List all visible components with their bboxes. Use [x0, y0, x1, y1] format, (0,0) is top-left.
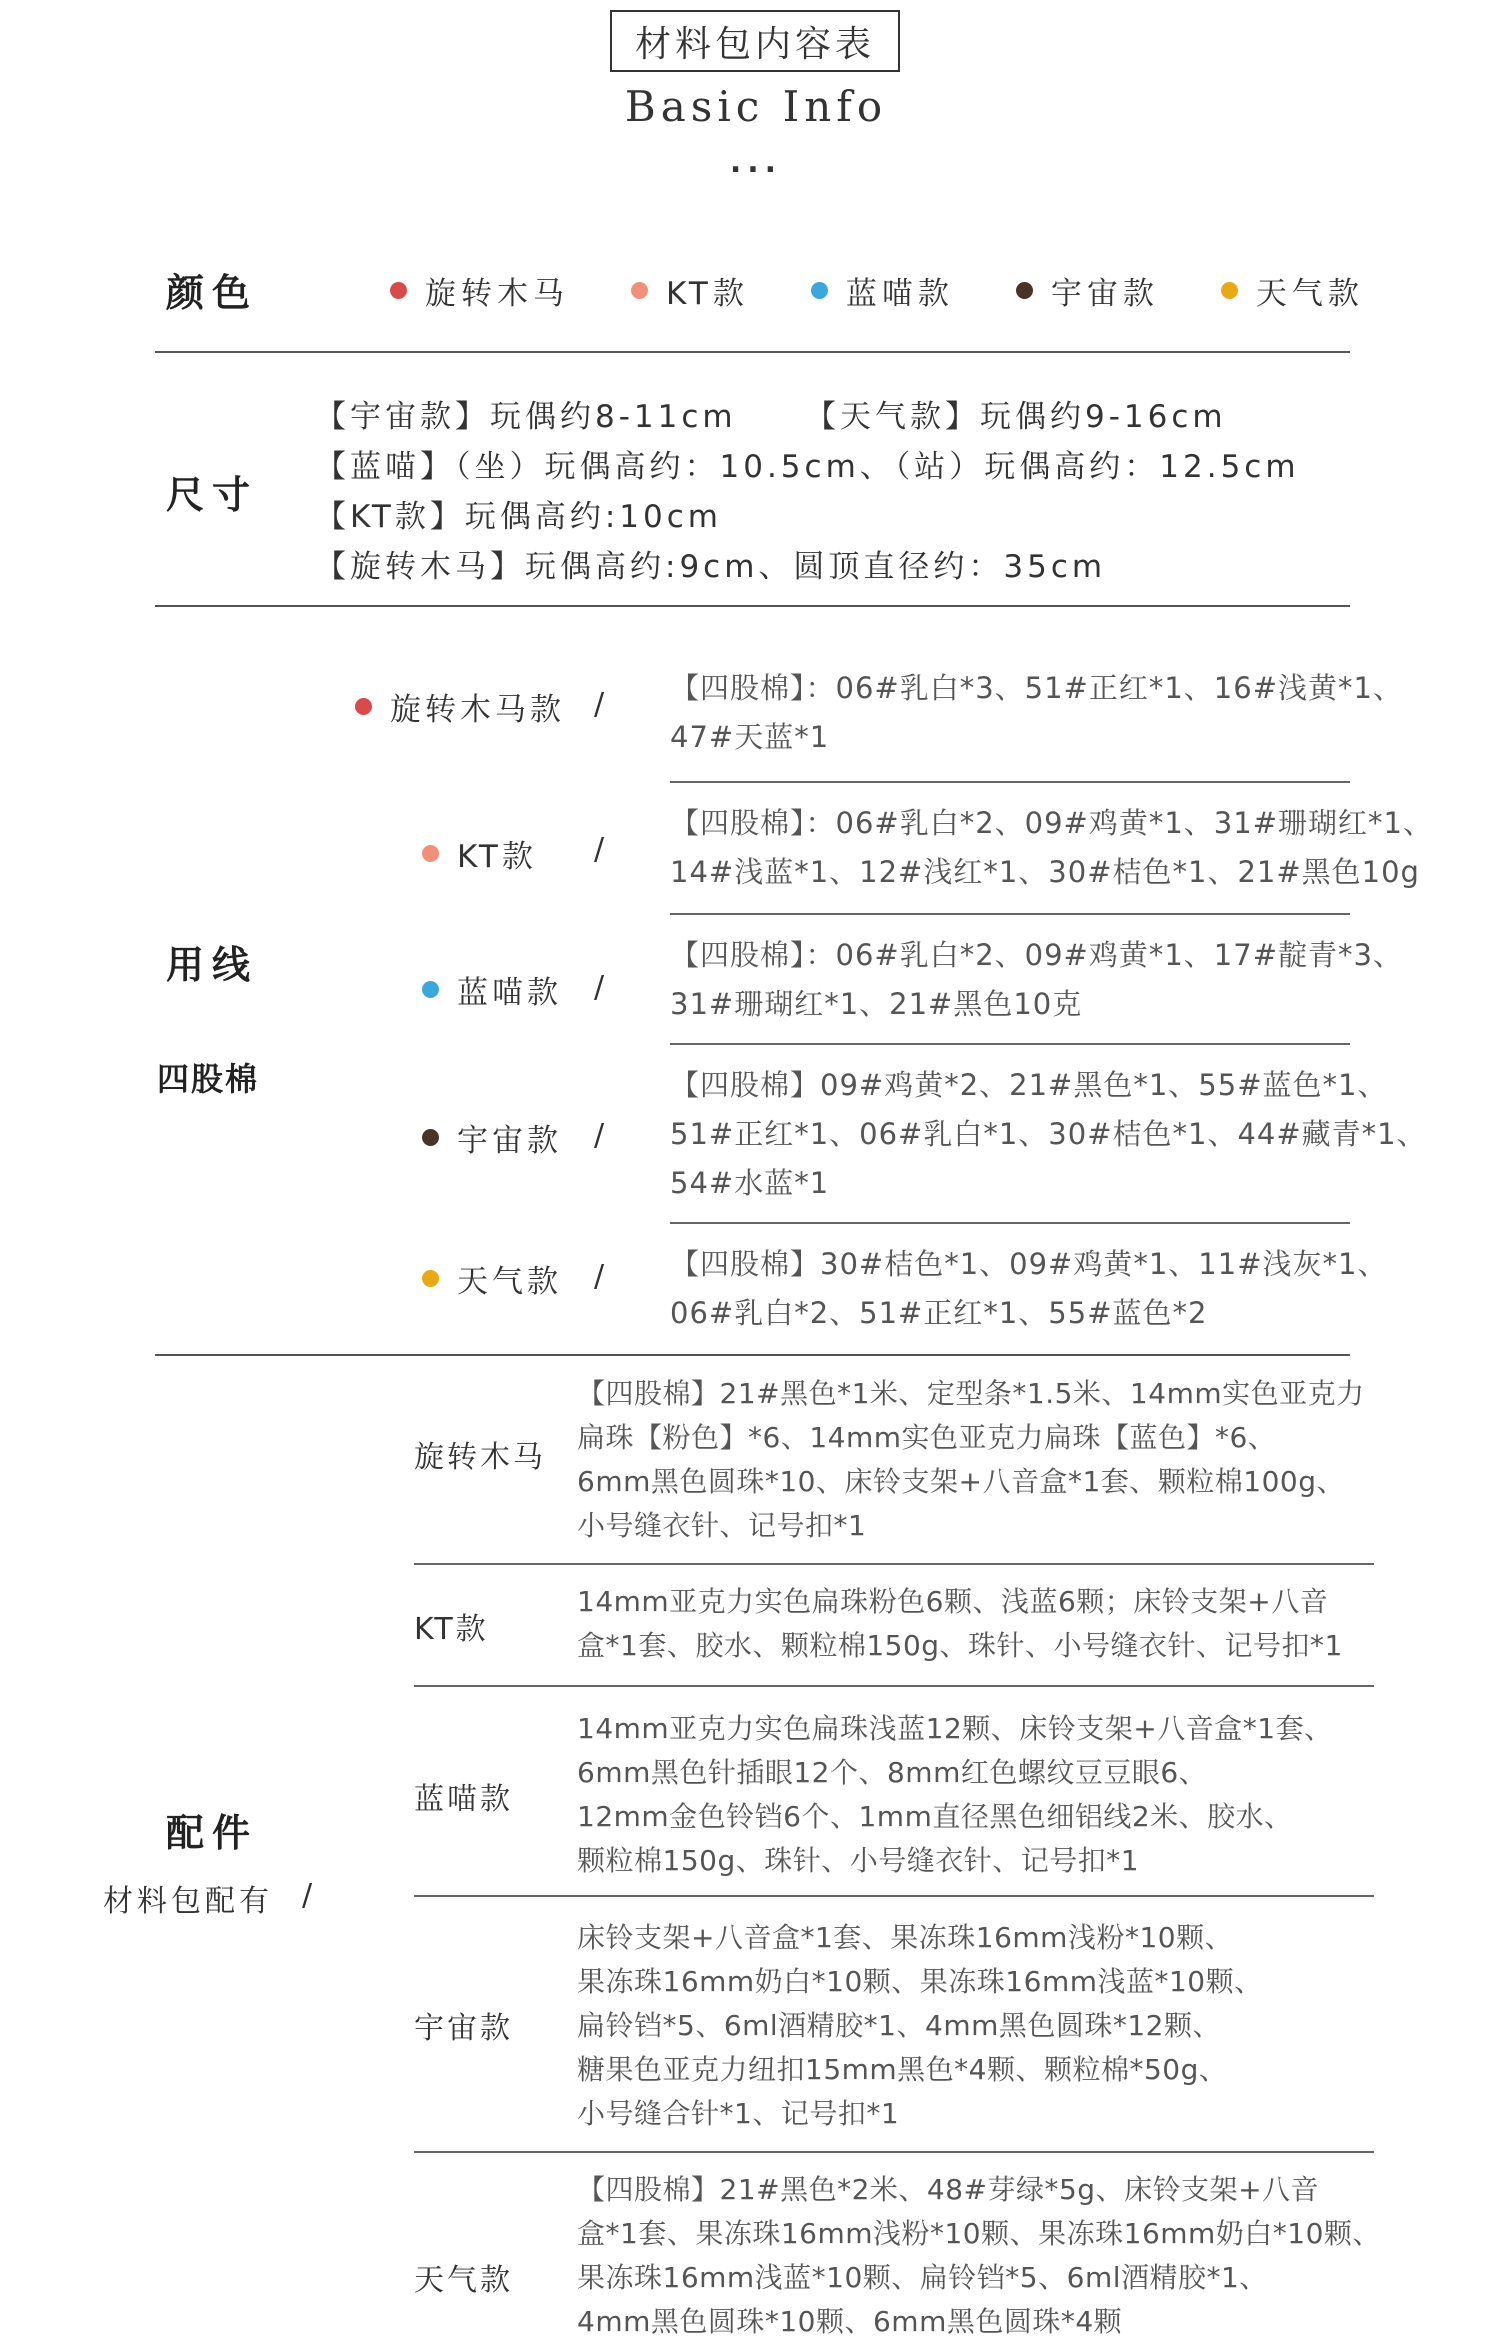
row-divider [670, 1222, 1350, 1224]
accessory-line: 果冻珠16mm奶白*10颗、果冻珠16mm浅蓝*10颗、 [577, 1965, 1263, 1998]
thread-item-name [422, 967, 562, 1012]
thread-item-name [422, 1115, 562, 1160]
slash: / [302, 1878, 313, 1913]
size-line: 【KT款】玩偶高约:10cm [315, 499, 722, 535]
divider [155, 351, 1350, 353]
thread-line: 51#正红*1、06#乳白*1、30#桔色*1、44#藏青*1、 [670, 1117, 1427, 1151]
row-divider [414, 2151, 1374, 2153]
brown-dot-icon [422, 1129, 439, 1146]
row-divider [414, 1685, 1374, 1687]
thread-name-label: KT款 [457, 839, 537, 875]
accessory-item-name: 蓝喵款 [414, 1782, 513, 1817]
color-item-bluecat [811, 268, 954, 313]
slash: / [594, 1118, 605, 1153]
accessory-line: 盒*1套、胶水、颗粒棉150g、珠针、小号缝衣针、记号扣*1 [577, 1629, 1343, 1662]
accessory-item-text [577, 1916, 1263, 2136]
slash: / [594, 1259, 605, 1294]
thread-item-text [670, 664, 1403, 762]
thread-section-label: 用线 [166, 943, 259, 987]
accessory-line: 小号缝合针*1、记号扣*1 [577, 2097, 900, 2130]
yellow-dot-icon [1221, 282, 1238, 299]
accessory-line: 14mm亚克力实色扁珠粉色6颗、浅蓝6颗；床铃支架+八音 [577, 1585, 1329, 1618]
color-item-weather [1221, 268, 1364, 313]
blue-dot-icon [422, 981, 439, 998]
brown-dot-icon [1016, 282, 1033, 299]
thread-item-text [670, 1240, 1387, 1338]
color-item-universe [1016, 268, 1159, 313]
accessory-item-name: 旋转木马 [414, 1440, 546, 1475]
thread-line: 54#水蓝*1 [670, 1166, 830, 1200]
color-item-kt [631, 268, 749, 313]
thread-item-text [670, 1061, 1427, 1208]
slash: / [594, 687, 605, 722]
slash: / [594, 970, 605, 1005]
colors-section-label: 颜色 [166, 271, 259, 315]
yellow-dot-icon [422, 1270, 439, 1287]
accessory-item-text [577, 1707, 1333, 1883]
accessory-line: 6mm黑色圆珠*10、床铃支架+八音盒*1套、颗粒棉100g、 [577, 1465, 1345, 1498]
color-label: 蓝喵款 [845, 276, 954, 312]
color-label: KT款 [666, 276, 749, 312]
thread-item-name [422, 831, 537, 876]
size-section-label: 尺寸 [166, 473, 259, 517]
accessory-section-sublabel: 材料包配有 [103, 1884, 273, 1919]
color-item-carousel [390, 268, 569, 313]
thread-name-label: 旋转木马款 [390, 692, 565, 728]
accessory-item-name: KT款 [414, 1612, 489, 1647]
thread-line: 31#珊瑚红*1、21#黑色10克 [670, 987, 1083, 1021]
accessory-line: 14mm亚克力实色扁珠浅蓝12颗、床铃支架+八音盒*1套、 [577, 1712, 1333, 1745]
accessory-item-text [577, 2168, 1381, 2344]
row-divider [414, 1895, 1374, 1897]
accessory-line: 果冻珠16mm浅蓝*10颗、扁铃铛*5、6ml酒精胶*1、 [577, 2261, 1268, 2294]
thread-line: 06#乳白*2、51#正红*1、55#蓝色*2 [670, 1296, 1208, 1330]
accessory-item-name: 天气款 [414, 2263, 513, 2298]
thread-line: 14#浅蓝*1、12#浅红*1、30#桔色*1、21#黑色10g [670, 855, 1420, 889]
thread-line: 【四股棉】30#桔色*1、09#鸡黄*1、11#浅灰*1、 [670, 1247, 1388, 1281]
divider [155, 1354, 1350, 1356]
accessory-line: 【四股棉】21#黑色*2米、48#芽绿*5g、床铃支架+八音 [577, 2173, 1320, 2206]
accessory-line: 颗粒棉150g、珠针、小号缝衣针、记号扣*1 [577, 1844, 1140, 1877]
accessory-line: 小号缝衣针、记号扣*1 [577, 1509, 867, 1542]
accessory-item-text [577, 1580, 1343, 1668]
blue-dot-icon [811, 282, 828, 299]
color-label: 天气款 [1255, 276, 1364, 312]
color-label: 宇宙款 [1050, 276, 1159, 312]
accessory-line: 盒*1套、果冻珠16mm浅粉*10颗、果冻珠16mm奶白*10颗、 [577, 2217, 1381, 2250]
color-label: 旋转木马 [425, 276, 569, 312]
thread-line: 【四股棉】：06#乳白*2、09#鸡黄*1、31#珊瑚红*1、 [670, 806, 1433, 840]
row-divider [414, 1563, 1374, 1565]
accessory-line: 12mm金色铃铛6个、1mm直径黑色细铝线2米、胶水、 [577, 1800, 1293, 1833]
thread-name-label: 天气款 [457, 1264, 562, 1300]
thread-line: 47#天蓝*1 [670, 720, 830, 754]
divider [155, 605, 1350, 607]
accessory-item-text [577, 1372, 1365, 1548]
accessory-line: 【四股棉】21#黑色*1米、定型条*1.5米、14mm实色亚克力 [577, 1377, 1365, 1410]
page-title: 材料包内容表 [610, 10, 900, 72]
thread-section-sublabel: 四股棉 [157, 1060, 260, 1098]
thread-line: 【四股棉】：06#乳白*2、09#鸡黄*1、17#靛青*3、 [670, 938, 1403, 972]
size-line: 【天气款】玩偶约9-16cm [805, 399, 1227, 435]
thread-line: 【四股棉】09#鸡黄*2、21#黑色*1、55#蓝色*1、 [670, 1068, 1388, 1102]
thread-name-label: 宇宙款 [457, 1123, 562, 1159]
thread-item-name [355, 684, 565, 729]
accessory-section-label: 配件 [166, 1811, 259, 1855]
size-line: 【宇宙款】玩偶约8-11cm [315, 399, 737, 435]
accessory-line: 扁珠【粉色】*6、14mm实色亚克力扁珠【蓝色】*6、 [577, 1421, 1277, 1454]
salmon-dot-icon [631, 282, 648, 299]
salmon-dot-icon [422, 845, 439, 862]
slash: / [594, 832, 605, 867]
thread-name-label: 蓝喵款 [457, 975, 562, 1011]
thread-item-name [422, 1256, 562, 1301]
size-line: 【蓝喵】（坐）玩偶高约：10.5cm、（站）玩偶高约：12.5cm [315, 449, 1300, 485]
accessory-line: 4mm黑色圆珠*10颗、6mm黑色圆珠*4颗 [577, 2305, 1123, 2338]
row-divider [670, 1043, 1350, 1045]
red-dot-icon [390, 282, 407, 299]
page-subtitle: Basic Info [624, 82, 888, 131]
thread-line: 【四股棉】：06#乳白*3、51#正红*1、16#浅黄*1、 [670, 671, 1403, 705]
row-divider [670, 913, 1350, 915]
size-line: 【旋转木马】玩偶高约:9cm、圆顶直径约：35cm [315, 549, 1107, 585]
thread-item-text [670, 931, 1403, 1029]
color-list [390, 268, 1364, 313]
thread-item-text [670, 799, 1433, 897]
row-divider [670, 781, 1350, 783]
decorative-dots: ... [729, 145, 783, 180]
accessory-line: 糖果色亚克力纽扣15mm黑色*4颗、颗粒棉*50g、 [577, 2053, 1228, 2086]
accessory-line: 扁铃铛*5、6ml酒精胶*1、4mm黑色圆珠*12颗、 [577, 2009, 1221, 2042]
red-dot-icon [355, 698, 372, 715]
accessory-line: 床铃支架+八音盒*1套、果冻珠16mm浅粉*10颗、 [577, 1921, 1234, 1954]
accessory-line: 6mm黑色针插眼12个、8mm红色螺纹豆豆眼6、 [577, 1756, 1208, 1789]
accessory-item-name: 宇宙款 [414, 2011, 513, 2046]
